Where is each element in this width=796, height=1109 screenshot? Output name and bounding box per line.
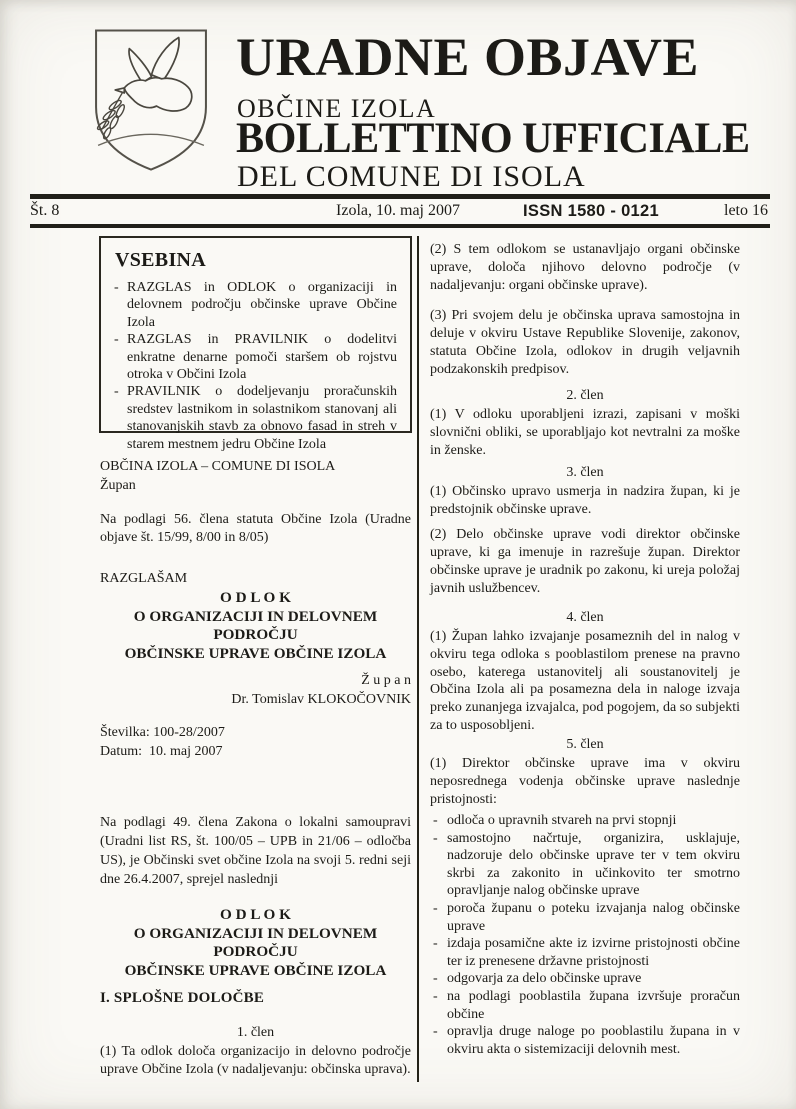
dash-marker: - (433, 1024, 438, 1040)
masthead-rule-bottom (30, 224, 770, 228)
article-heading: 1. člen (236, 1025, 275, 1040)
gazette-subtitle-italian: DEL COMUNE DI ISOLA (237, 160, 586, 193)
decree-title-line: OBČINSKE UPRAVE OBČINE IZOLA (124, 645, 387, 663)
proclamation-word: RAZGLAŠAM (100, 571, 188, 586)
competences-list (430, 812, 740, 1058)
toc-list (112, 279, 397, 453)
article-paragraph: (2) S tem odlokom se ustanavljajo organi občinske uprave, določa njihovo delovno področje (v nadaljevanju: organi občinske uprave). (430, 242, 740, 293)
decree-title-line: O ORGANIZACIJI IN DELOVNEM PODROČJU (133, 607, 378, 644)
toc-title: VSEBINA (115, 249, 207, 271)
article-paragraph: (3) Pri svojem delu je občinska uprava samostojna in deluje v okviru Ustave Republike Slovenije, zakonov, statuta Občine Izola, odlokov in drugih veljavnih podzakonskih predpisov. (430, 308, 740, 377)
list-item-text: na podlagi pooblastila župana izvršuje proračun občine (447, 988, 740, 1022)
toc-item (112, 279, 397, 331)
article-paragraph: (1) Direktor občinske uprave ima v okviru neposrednega vodenja občinske uprave naslednje pristojnosti: (430, 756, 740, 807)
dove-olive-branch-icon (88, 24, 214, 176)
dash-marker: - (433, 813, 438, 828)
list-item-text: odloča o upravnih stvareh na prvi stopnji (447, 813, 677, 828)
list-item (430, 830, 740, 900)
section-heading: I. SPLOŠNE DOLOČBE (100, 990, 265, 1006)
article-heading: 2. člen (566, 388, 604, 403)
issuer-role: Župan (100, 477, 136, 493)
list-item-text: odgovarja za delo občinske uprave (447, 971, 642, 987)
issuer-name: OBČINA IZOLA – COMUNE DI ISOLA (100, 459, 336, 474)
signature-block (100, 672, 411, 709)
toc-item-text: RAZGLAS in PRAVILNIK o dodelitvi enkratne denarne pomoči staršem ob rojstvu otroka v Občini Izola (127, 332, 397, 383)
dash-marker: - (114, 332, 119, 348)
list-item-text: opravlja druge naloge po pooblastilu župana in v okviru akta o sistemizaciji delovnih mest. (447, 1024, 740, 1057)
list-item-text: poroča županu o poteku izvajanja nalog občinske uprave (447, 900, 740, 934)
gazette-title-italian: BOLLETTINO UFFICIALE (236, 115, 750, 162)
toc-item (112, 383, 397, 453)
toc-item-text: PRAVILNIK o dodeljevanju proračunskih sredstev lastnikom in solastnikom stanovanj ali stanovanjskih stavb za obnovo fasad in streh v starem mestnem jedru Občine Izola (127, 384, 397, 452)
dash-marker: - (433, 971, 438, 987)
list-item (430, 1023, 740, 1058)
list-item (430, 970, 740, 988)
dash-marker: - (114, 280, 119, 295)
legal-basis-paragraph: Na podlagi 49. člena Zakona o lokalni samoupravi (Uradni list RS, št. 100/05 – UPB in 21/06 – odločba US), je Občinski svet občine Izola na svoji 5. redni seji dne 26.4.2007, sprejel naslednji (100, 815, 411, 887)
reference-date: Datum: 10. maj 2007 (100, 743, 223, 759)
list-item-text: samostojno načrtuje, organizira, usklajuje, nadzoruje delo občinske uprave ter v tem okviru skrbi za zakonito in učinkovito ter smotrno opravljanje nalog občinske uprave (447, 830, 740, 899)
signature-role: Ž u p a n (361, 673, 411, 688)
decree-title-line: O D L O K (220, 906, 291, 923)
masthead-rule-top (30, 194, 770, 199)
list-item (430, 988, 740, 1023)
article-paragraph: (1) Župan lahko izvajanje posameznih del in nalog v okviru tega odloka s pooblastilom prenese na pravno osebo, katerega ustanovitelj ali soustanovitelj je Občina Izola ali pa posamezna dela in naloge izvaja preko zunanjega izvajalca, pod pogojem, da so subjekti za to usposobljeni. (430, 629, 740, 733)
decree-title-line: O ORGANIZACIJI IN DELOVNEM PODROČJU (133, 924, 378, 961)
issuer-header (100, 458, 411, 495)
municipality-coat-of-arms (88, 24, 214, 176)
decree-title-block (100, 906, 411, 981)
legal-basis-paragraph: Na podlagi 56. člena statuta Občine Izola (Uradne objave št. 15/99, 8/00 in 8/05) (100, 512, 411, 545)
volume-year: leto 16 (724, 202, 768, 219)
decree-title-line: O D L O K (220, 589, 291, 606)
reference-block (100, 724, 411, 761)
table-of-contents-box (99, 236, 412, 452)
article-paragraph: (1) V odloku uporabljeni izrazi, zapisani v moški slovnični obliki, se uporabljajo kot nevtralni za moške in ženske. (430, 407, 740, 458)
article-heading: 5. člen (566, 737, 604, 752)
decree-title-block (100, 589, 411, 664)
signature-name: Dr. Tomislav KLOKOČOVNIK (231, 691, 411, 707)
toc-item-text: RAZGLAS in ODLOK o organizaciji in delovnem področju občinske uprave Občine Izola (127, 280, 397, 330)
dash-marker: - (433, 900, 438, 916)
dash-marker: - (433, 830, 438, 846)
issue-number: Št. 8 (30, 202, 60, 219)
gazette-subtitle-slovenian: OBČINE IZOLA (237, 94, 437, 123)
dash-marker: - (433, 988, 438, 1004)
article-paragraph: (1) Ta odlok določa organizacijo in delovno področje uprave Občine Izola (v nadaljevanju: občinska uprava). (100, 1044, 411, 1077)
dash-marker: - (433, 936, 438, 952)
reference-number: Številka: 100-28/2007 (100, 725, 225, 740)
list-item (430, 900, 740, 935)
column-divider (417, 236, 419, 1082)
article-heading: 3. člen (566, 465, 604, 480)
issn-number: ISSN 1580 - 0121 (523, 202, 659, 220)
article-paragraph: (2) Delo občinske uprave vodi direktor občinske uprave, ki ga imenuje in razrešuje župan. Direktor občinske uprave je uradnik po zakonu, ki ureja položaj javnih uslužbencev. (430, 527, 740, 596)
list-item-text: izdaja posamične akte iz izvirne pristojnosti občine ter iz prenesene državne pristojnosti (447, 936, 740, 969)
dash-marker: - (114, 384, 119, 400)
issue-place-date: Izola, 10. maj 2007 (336, 202, 460, 219)
article-paragraph: (1) Občinsko upravo usmerja in nadzira župan, ki je predstojnik občinske uprave. (430, 484, 740, 517)
decree-title-line: OBČINSKE UPRAVE OBČINE IZOLA (124, 962, 387, 980)
gazette-title-slovenian: URADNE OBJAVE (236, 27, 700, 87)
list-item (430, 812, 740, 830)
list-item (430, 935, 740, 970)
toc-item (112, 331, 397, 383)
article-heading: 4. člen (566, 610, 604, 625)
